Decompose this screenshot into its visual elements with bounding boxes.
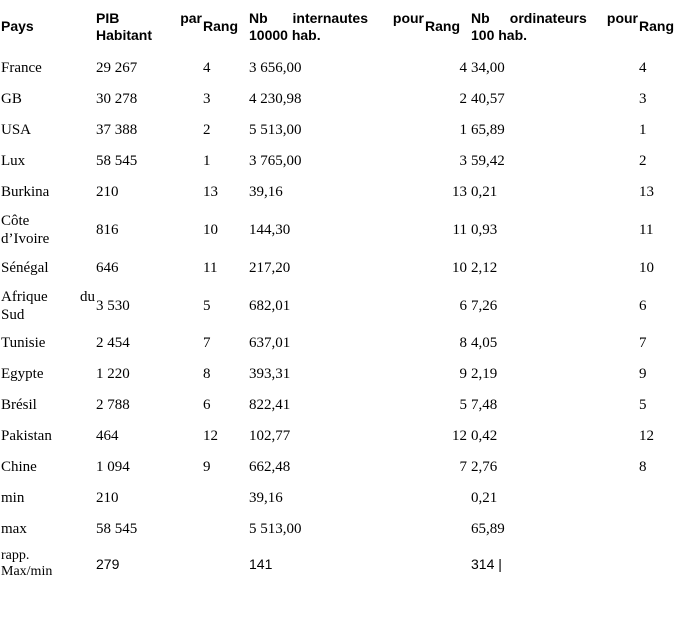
cell-pib: 1 220 bbox=[96, 365, 130, 382]
header-rang-ordinateurs: Rang bbox=[639, 18, 674, 34]
summary-label-ratio-line2: Max/min bbox=[1, 564, 53, 579]
header-ordinateurs bbox=[470, 0, 638, 53]
cell-internautes: 5 513,00 bbox=[249, 121, 302, 138]
summary-max-ordinateurs: 65,89 bbox=[471, 520, 505, 537]
header-ordinateurs-line2: 100 hab. bbox=[471, 26, 528, 43]
cell-internautes: 3 656,00 bbox=[249, 60, 302, 76]
header-pib-line2: Habitant bbox=[96, 26, 152, 43]
header-pays: Pays bbox=[1, 18, 34, 34]
cell-rang-ordinateurs: 2 bbox=[639, 152, 647, 169]
cell-pib: 30 278 bbox=[96, 90, 138, 107]
summary-ratio-ordinateurs: 314 | bbox=[471, 556, 502, 572]
cell-rang-internautes: 9 bbox=[459, 365, 467, 382]
table-row bbox=[0, 53, 700, 83]
cell-rang-internautes: 3 bbox=[459, 152, 467, 169]
summary-empty bbox=[638, 544, 700, 584]
cell-pib: 816 bbox=[96, 221, 119, 238]
cell-rang-ordinateurs: 9 bbox=[639, 365, 647, 382]
summary-label-ratio-line1: rapp. bbox=[1, 548, 30, 563]
cell-ordinateurs: 2,76 bbox=[471, 458, 498, 475]
table-row bbox=[0, 207, 700, 252]
cell-pib: 646 bbox=[96, 259, 119, 276]
cell-pays-line2: d’Ivoire bbox=[1, 230, 50, 247]
cell-pib: 58 545 bbox=[96, 152, 138, 169]
header-pib bbox=[95, 0, 202, 53]
cell-internautes: 3 765,00 bbox=[249, 152, 302, 169]
cell-pib: 464 bbox=[96, 427, 119, 444]
cell-pays: Sénégal bbox=[1, 259, 49, 276]
cell-rang-internautes: 12 bbox=[452, 427, 467, 444]
cell-rang-pib: 13 bbox=[203, 183, 218, 200]
cell-internautes: 822,41 bbox=[249, 396, 291, 413]
cell-rang-ordinateurs: 5 bbox=[639, 396, 647, 413]
cell-ordinateurs: 40,57 bbox=[471, 90, 505, 107]
table-row bbox=[0, 114, 700, 145]
cell-ordinateurs: 0,42 bbox=[471, 427, 498, 444]
summary-empty bbox=[638, 482, 700, 513]
cell-internautes: 144,30 bbox=[249, 221, 291, 238]
header-internautes-line1: Nb internautes pour bbox=[249, 9, 424, 26]
table-row bbox=[0, 176, 700, 207]
cell-rang-internautes: 7 bbox=[459, 458, 467, 475]
cell-pib: 2 454 bbox=[96, 335, 130, 351]
cell-rang-internautes: 10 bbox=[452, 259, 467, 276]
cell-ordinateurs: 59,42 bbox=[471, 152, 505, 169]
summary-row-max bbox=[0, 513, 700, 544]
cell-rang-ordinateurs: 13 bbox=[639, 183, 654, 200]
summary-row-ratio bbox=[0, 544, 700, 584]
summary-ratio-pib: 279 bbox=[96, 556, 120, 572]
summary-label-ratio bbox=[0, 544, 95, 584]
table-row bbox=[0, 420, 700, 451]
cell-ordinateurs: 65,89 bbox=[471, 121, 505, 138]
cell-rang-pib: 9 bbox=[203, 458, 211, 475]
cell-pays: Lux bbox=[1, 152, 26, 169]
summary-label-min: min bbox=[1, 489, 25, 506]
cell-ordinateurs: 2,12 bbox=[471, 259, 498, 276]
summary-ratio-internautes: 141 bbox=[249, 556, 273, 572]
summary-empty bbox=[202, 482, 248, 513]
cell-rang-pib: 1 bbox=[203, 152, 211, 169]
cell-pib: 29 267 bbox=[96, 60, 138, 76]
cell-rang-ordinateurs: 1 bbox=[639, 121, 647, 138]
cell-internautes: 393,31 bbox=[249, 365, 291, 382]
cell-pays: Brésil bbox=[1, 396, 37, 413]
cell-rang-internautes: 11 bbox=[452, 221, 467, 238]
cell-rang-pib: 10 bbox=[203, 221, 218, 238]
cell-pays: Chine bbox=[1, 458, 37, 475]
summary-min-pib: 210 bbox=[96, 489, 119, 506]
cell-rang-ordinateurs: 7 bbox=[639, 335, 647, 351]
header-row bbox=[0, 0, 700, 53]
summary-row-min bbox=[0, 482, 700, 513]
summary-label-max: max bbox=[1, 520, 27, 537]
cell-ordinateurs: 34,00 bbox=[471, 60, 505, 76]
cell-pays-line1: Côte bbox=[1, 212, 30, 229]
summary-empty bbox=[202, 544, 248, 584]
cell-pib: 1 094 bbox=[96, 458, 130, 475]
cell-rang-internautes: 1 bbox=[459, 121, 467, 138]
table-row bbox=[0, 83, 700, 114]
cell-pays: GB bbox=[1, 90, 22, 107]
cell-internautes: 102,77 bbox=[249, 427, 291, 444]
cell-pays: Tunisie bbox=[1, 335, 46, 351]
header-rang-pib: Rang bbox=[203, 18, 238, 34]
cell-rang-pib: 5 bbox=[203, 297, 211, 314]
cell-rang-internautes: 4 bbox=[459, 60, 467, 76]
cell-pays: USA bbox=[1, 121, 32, 138]
cell-rang-internautes: 6 bbox=[459, 297, 467, 314]
cell-pays: Egypte bbox=[1, 365, 44, 382]
cell-pays-line1: Afrique du bbox=[1, 288, 95, 305]
cell-rang-pib: 7 bbox=[203, 335, 211, 351]
cell-rang-ordinateurs: 12 bbox=[639, 427, 654, 444]
summary-min-ordinateurs: 0,21 bbox=[471, 489, 498, 506]
table-row bbox=[0, 389, 700, 420]
cell-pib: 3 530 bbox=[96, 297, 130, 314]
cell-internautes: 637,01 bbox=[249, 335, 291, 351]
cell-pays bbox=[0, 207, 95, 252]
summary-min-internautes: 39,16 bbox=[249, 489, 283, 506]
header-internautes bbox=[248, 0, 424, 53]
cell-rang-internautes: 5 bbox=[459, 396, 467, 413]
summary-empty bbox=[424, 544, 470, 584]
cell-internautes: 4 230,98 bbox=[249, 90, 302, 107]
cell-pib: 210 bbox=[96, 183, 119, 200]
cell-rang-ordinateurs: 11 bbox=[639, 221, 654, 238]
cell-pays-line2: Sud bbox=[1, 306, 25, 323]
cell-rang-pib: 4 bbox=[203, 60, 211, 76]
cell-internautes: 662,48 bbox=[249, 458, 291, 475]
header-internautes-line2: 10000 hab. bbox=[249, 26, 321, 43]
cell-rang-pib: 2 bbox=[203, 121, 211, 138]
table-row bbox=[0, 283, 700, 328]
cell-rang-pib: 12 bbox=[203, 427, 218, 444]
summary-max-pib: 58 545 bbox=[96, 520, 138, 537]
cell-ordinateurs: 2,19 bbox=[471, 365, 498, 382]
cell-rang-internautes: 13 bbox=[452, 183, 467, 200]
summary-empty bbox=[638, 513, 700, 544]
cell-rang-internautes: 2 bbox=[459, 90, 467, 107]
cell-rang-ordinateurs: 4 bbox=[639, 60, 647, 76]
header-pib-line1: PIB par bbox=[96, 9, 202, 26]
cell-pib: 37 388 bbox=[96, 121, 138, 138]
table-row bbox=[0, 451, 700, 482]
cell-rang-ordinateurs: 3 bbox=[639, 90, 647, 107]
cell-internautes: 682,01 bbox=[249, 297, 291, 314]
cell-ordinateurs: 7,26 bbox=[471, 297, 498, 314]
cell-rang-pib: 6 bbox=[203, 396, 211, 413]
table-row bbox=[0, 328, 700, 358]
cell-pays: Pakistan bbox=[1, 427, 52, 444]
cell-pays: Burkina bbox=[1, 183, 50, 200]
cell-rang-pib: 3 bbox=[203, 90, 211, 107]
cell-rang-pib: 8 bbox=[203, 365, 211, 382]
table-row bbox=[0, 252, 700, 283]
cell-rang-pib: 11 bbox=[203, 259, 218, 276]
cell-ordinateurs: 0,93 bbox=[471, 221, 498, 238]
summary-empty bbox=[424, 482, 470, 513]
cell-pib: 2 788 bbox=[96, 396, 130, 413]
cell-internautes: 217,20 bbox=[249, 259, 291, 276]
cell-pays: France bbox=[1, 60, 42, 76]
table-row bbox=[0, 145, 700, 176]
cell-rang-ordinateurs: 10 bbox=[639, 259, 654, 276]
summary-empty bbox=[424, 513, 470, 544]
summary-empty bbox=[202, 513, 248, 544]
cell-rang-ordinateurs: 8 bbox=[639, 458, 647, 475]
cell-internautes: 39,16 bbox=[249, 183, 283, 200]
cell-ordinateurs: 0,21 bbox=[471, 183, 498, 200]
cell-ordinateurs: 7,48 bbox=[471, 396, 498, 413]
cell-rang-internautes: 8 bbox=[459, 335, 467, 351]
cell-pays bbox=[0, 283, 95, 328]
cell-ordinateurs: 4,05 bbox=[471, 335, 498, 351]
header-ordinateurs-line1: Nb ordinateurs pour bbox=[471, 9, 638, 26]
cell-rang-ordinateurs: 6 bbox=[639, 297, 647, 314]
header-rang-internautes: Rang bbox=[425, 18, 460, 34]
table-row bbox=[0, 358, 700, 389]
summary-max-internautes: 5 513,00 bbox=[249, 520, 302, 537]
